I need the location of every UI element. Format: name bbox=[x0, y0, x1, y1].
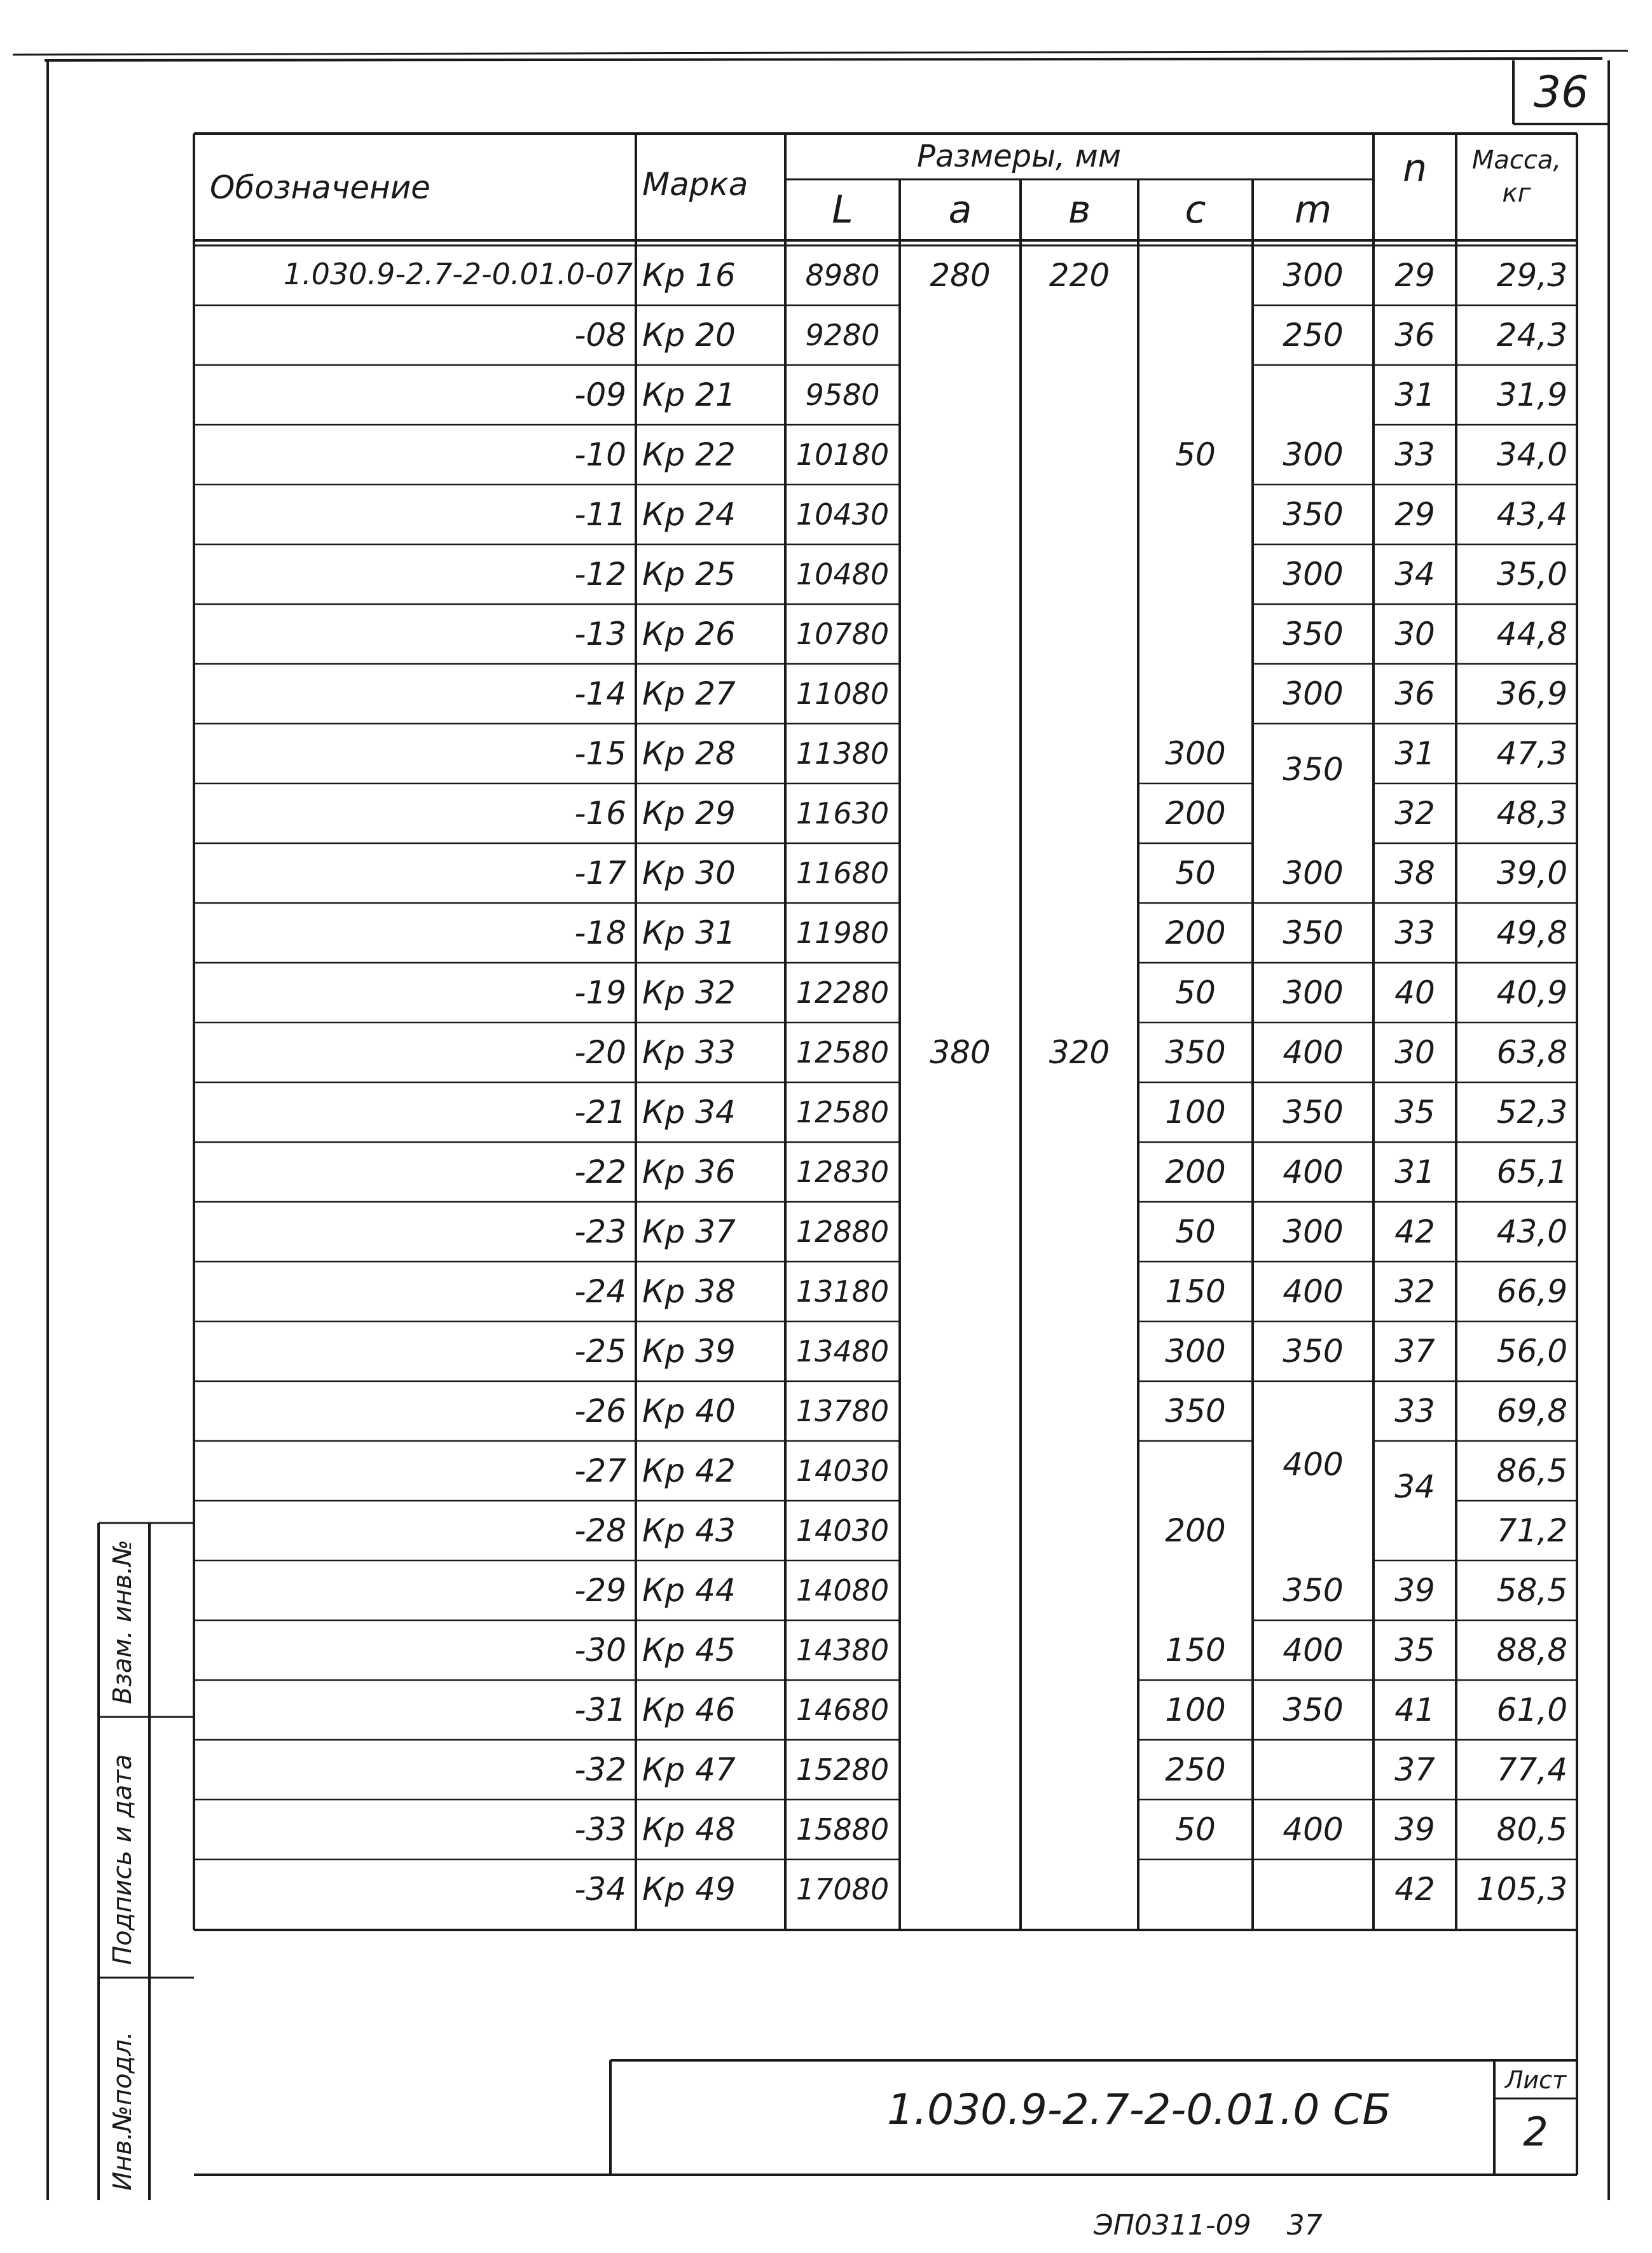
cell-mark: Кр 30 bbox=[642, 855, 736, 892]
cell-mass: 71,2 bbox=[1496, 1512, 1567, 1549]
bottom-stamp: ЭП0311-09 37 bbox=[1094, 2209, 1323, 2242]
cell-n: 33 bbox=[1394, 914, 1435, 951]
cell-designation: -12 bbox=[574, 556, 626, 593]
cell-L: 10780 bbox=[795, 617, 890, 651]
cell-c: 100 bbox=[1165, 1094, 1226, 1131]
cell-m: 300 bbox=[1283, 436, 1344, 473]
cell-mark: Кр 34 bbox=[642, 1094, 736, 1131]
cell-mark: Кр 33 bbox=[642, 1034, 736, 1071]
cell-n: 30 bbox=[1394, 1034, 1435, 1071]
cell-n: 29 bbox=[1394, 257, 1435, 294]
cell-n: 40 bbox=[1394, 974, 1435, 1011]
cell-mass: 66,9 bbox=[1496, 1273, 1567, 1310]
cell-n: 33 bbox=[1394, 1393, 1435, 1430]
cell-designation: -28 bbox=[574, 1512, 626, 1549]
cell-m: 350 bbox=[1283, 496, 1344, 533]
header-a: a bbox=[948, 188, 972, 232]
cell-c: 350 bbox=[1165, 1393, 1226, 1430]
header-designation: Обозначение bbox=[210, 169, 430, 206]
cell-m: 350 bbox=[1283, 914, 1344, 951]
cell-m: 300 bbox=[1283, 675, 1344, 712]
cell-a: 280 bbox=[930, 257, 991, 294]
cell-mass: 29,3 bbox=[1496, 257, 1567, 294]
cell-mass: 77,4 bbox=[1496, 1751, 1567, 1788]
cell-c: 150 bbox=[1165, 1273, 1226, 1310]
cell-m: 300 bbox=[1283, 974, 1344, 1011]
cell-mass: 43,0 bbox=[1496, 1213, 1567, 1250]
cell-mark: Кр 16 bbox=[642, 257, 736, 294]
cell-mark: Кр 46 bbox=[642, 1691, 736, 1728]
cell-designation: -29 bbox=[574, 1572, 626, 1609]
cell-L: 10480 bbox=[795, 557, 890, 591]
cell-designation: -26 bbox=[574, 1393, 626, 1430]
cell-L: 13180 bbox=[795, 1274, 890, 1309]
cell-mass: 34,0 bbox=[1496, 436, 1567, 473]
cell-mark: Кр 25 bbox=[642, 556, 736, 593]
cell-n: 42 bbox=[1394, 1213, 1435, 1250]
cell-mass: 69,8 bbox=[1496, 1393, 1567, 1430]
cell-designation: -08 bbox=[574, 317, 626, 354]
cell-L: 13780 bbox=[795, 1394, 890, 1428]
cell-n: 41 bbox=[1394, 1691, 1435, 1728]
cell-designation: -25 bbox=[574, 1333, 626, 1370]
cell-designation: -32 bbox=[574, 1751, 626, 1788]
cell-mass: 49,8 bbox=[1496, 914, 1567, 951]
cell-mark: Кр 29 bbox=[642, 795, 736, 832]
cell-mark: Кр 31 bbox=[642, 914, 736, 951]
cell-mark: Кр 42 bbox=[642, 1452, 736, 1489]
header-dimensions: Размеры, мм bbox=[917, 139, 1121, 174]
cell-c: 200 bbox=[1165, 1512, 1226, 1549]
cell-m: 400 bbox=[1283, 1034, 1344, 1071]
cell-L: 9580 bbox=[805, 378, 880, 412]
cell-m: 300 bbox=[1283, 855, 1344, 892]
cell-mark: Кр 36 bbox=[642, 1154, 736, 1190]
cell-L: 12280 bbox=[795, 975, 890, 1010]
cell-designation: -34 bbox=[574, 1871, 626, 1908]
cell-c: 50 bbox=[1175, 1811, 1216, 1848]
cell-L: 10430 bbox=[795, 497, 890, 532]
cell-mark: Кр 24 bbox=[642, 496, 736, 533]
cell-n: 29 bbox=[1394, 496, 1435, 533]
cell-designation: -18 bbox=[574, 914, 626, 951]
cell-mark: Кр 22 bbox=[642, 436, 736, 473]
cell-mass: 63,8 bbox=[1496, 1034, 1567, 1071]
header-b: в bbox=[1068, 188, 1091, 232]
cell-c: 50 bbox=[1175, 974, 1216, 1011]
cell-mass: 43,4 bbox=[1496, 496, 1567, 533]
cell-m: 400 bbox=[1283, 1811, 1344, 1848]
cell-designation: -23 bbox=[574, 1213, 626, 1250]
cell-n: 38 bbox=[1394, 855, 1435, 892]
cell-c: 50 bbox=[1175, 855, 1216, 892]
cell-m: 350 bbox=[1283, 1572, 1344, 1609]
cell-m: 400 bbox=[1283, 1632, 1344, 1669]
cell-n: 39 bbox=[1394, 1811, 1435, 1848]
header-c: c bbox=[1185, 188, 1206, 232]
cell-mark: Кр 38 bbox=[642, 1273, 736, 1310]
sheet-label: Лист bbox=[1504, 2066, 1567, 2094]
cell-n: 36 bbox=[1394, 317, 1435, 354]
cell-L: 9280 bbox=[805, 318, 880, 352]
cell-mark: Кр 40 bbox=[642, 1393, 736, 1430]
cell-mass: 35,0 bbox=[1496, 556, 1567, 593]
cell-designation: -24 bbox=[574, 1273, 626, 1310]
cell-c: 200 bbox=[1165, 795, 1226, 832]
cell-designation: -31 bbox=[574, 1691, 626, 1728]
cell-m: 300 bbox=[1283, 556, 1344, 593]
stamp-signature-date: Подпись и дата bbox=[108, 1754, 137, 1965]
cell-c: 50 bbox=[1175, 436, 1216, 473]
cell-designation: -17 bbox=[574, 855, 626, 892]
cell-m: 400 bbox=[1283, 1273, 1344, 1310]
cell-c: 250 bbox=[1165, 1751, 1226, 1788]
cell-m: 350 bbox=[1283, 1094, 1344, 1131]
cell-b: 220 bbox=[1049, 257, 1110, 294]
cell-mark: Кр 28 bbox=[642, 735, 736, 772]
cell-designation: -15 bbox=[574, 735, 626, 772]
cell-n: 39 bbox=[1394, 1572, 1435, 1609]
cell-b: 320 bbox=[1049, 1034, 1110, 1071]
cell-m: 350 bbox=[1283, 751, 1344, 788]
cell-mark: Кр 27 bbox=[642, 675, 736, 712]
header-m: m bbox=[1294, 188, 1332, 232]
cell-n: 30 bbox=[1394, 616, 1435, 652]
cell-mass: 36,9 bbox=[1496, 675, 1567, 712]
cell-mark: Кр 21 bbox=[642, 376, 736, 413]
cell-c: 350 bbox=[1165, 1034, 1226, 1071]
cell-L: 15280 bbox=[795, 1753, 890, 1787]
cell-designation: -27 bbox=[574, 1452, 626, 1489]
cell-mass: 105,3 bbox=[1476, 1871, 1567, 1908]
cell-L: 11080 bbox=[795, 677, 890, 711]
cell-m: 400 bbox=[1283, 1154, 1344, 1190]
cell-n: 35 bbox=[1394, 1094, 1435, 1131]
cell-L: 12580 bbox=[795, 1035, 890, 1070]
cell-L: 11630 bbox=[795, 796, 890, 830]
cell-mark: Кр 20 bbox=[642, 317, 736, 354]
cell-c: 300 bbox=[1165, 735, 1226, 772]
cell-L: 12880 bbox=[795, 1215, 890, 1249]
cell-mass: 47,3 bbox=[1496, 735, 1567, 772]
cell-L: 8980 bbox=[805, 258, 880, 293]
cell-L: 14030 bbox=[795, 1454, 890, 1488]
cell-L: 13480 bbox=[795, 1334, 890, 1368]
cell-mark: Кр 37 bbox=[642, 1213, 736, 1250]
cell-n: 31 bbox=[1394, 735, 1435, 772]
cell-c: 200 bbox=[1165, 914, 1226, 951]
cell-a: 380 bbox=[930, 1034, 991, 1071]
cell-L: 11680 bbox=[795, 856, 890, 890]
cell-m: 400 bbox=[1283, 1446, 1344, 1483]
cell-designation: -30 bbox=[574, 1632, 626, 1669]
cell-m: 300 bbox=[1283, 257, 1344, 294]
cell-designation: -10 bbox=[574, 436, 626, 473]
cell-n: 32 bbox=[1394, 795, 1435, 832]
cell-n: 36 bbox=[1394, 675, 1435, 712]
cell-n: 37 bbox=[1394, 1333, 1435, 1370]
cell-m: 300 bbox=[1283, 1213, 1344, 1250]
cell-n: 31 bbox=[1394, 376, 1435, 413]
cell-n: 31 bbox=[1394, 1154, 1435, 1190]
cell-designation: -19 bbox=[574, 974, 626, 1011]
cell-m: 250 bbox=[1283, 317, 1344, 354]
cell-mass: 58,5 bbox=[1496, 1572, 1567, 1609]
cell-designation: -21 bbox=[574, 1094, 626, 1131]
cell-m: 350 bbox=[1283, 616, 1344, 652]
cell-mark: Кр 49 bbox=[642, 1871, 736, 1908]
cell-mark: Кр 26 bbox=[642, 616, 736, 652]
cell-n: 33 bbox=[1394, 436, 1435, 473]
stamp-replaced-inv: Взам. инв.№ bbox=[108, 1540, 137, 1704]
sheet-number: 2 bbox=[1523, 2109, 1548, 2155]
cell-c: 300 bbox=[1165, 1333, 1226, 1370]
cell-mass: 24,3 bbox=[1496, 317, 1567, 354]
header-mark: Марка bbox=[642, 166, 748, 203]
cell-mass: 61,0 bbox=[1496, 1691, 1567, 1728]
cell-mass: 31,9 bbox=[1496, 376, 1567, 413]
cell-L: 15880 bbox=[795, 1812, 890, 1847]
cell-designation: 1.030.9-2.7-2-0.01.0-07 bbox=[283, 257, 633, 291]
cell-L: 14080 bbox=[795, 1573, 890, 1608]
cell-L: 14680 bbox=[795, 1693, 890, 1727]
cell-designation: -09 bbox=[574, 376, 626, 413]
cell-designation: -16 bbox=[574, 795, 626, 832]
header-mass: Масса, кг bbox=[1471, 146, 1562, 208]
stamp-inv-no-original: Инв.№подл. bbox=[108, 2031, 137, 2191]
cell-mark: Кр 47 bbox=[642, 1751, 736, 1788]
cell-mass: 88,8 bbox=[1496, 1632, 1567, 1669]
cell-designation: -22 bbox=[574, 1154, 626, 1190]
cell-mass: 65,1 bbox=[1496, 1154, 1567, 1190]
cell-L: 10180 bbox=[795, 438, 890, 472]
cell-L: 17080 bbox=[795, 1872, 890, 1906]
cell-mass: 80,5 bbox=[1496, 1811, 1567, 1848]
cell-n: 35 bbox=[1394, 1632, 1435, 1669]
cell-mark: Кр 39 bbox=[642, 1333, 736, 1370]
cell-c: 150 bbox=[1165, 1632, 1226, 1669]
cell-mass: 52,3 bbox=[1496, 1094, 1567, 1131]
cell-mass: 39,0 bbox=[1496, 855, 1567, 892]
cell-L: 11380 bbox=[795, 736, 890, 771]
cell-n: 37 bbox=[1394, 1751, 1435, 1788]
cell-L: 14030 bbox=[795, 1513, 890, 1548]
header-L: L bbox=[832, 188, 853, 232]
cell-n: 34 bbox=[1394, 1468, 1435, 1505]
cell-mark: Кр 43 bbox=[642, 1512, 736, 1549]
cell-L: 14380 bbox=[795, 1633, 890, 1667]
cell-m: 350 bbox=[1283, 1333, 1344, 1370]
cell-mark: Кр 44 bbox=[642, 1572, 736, 1609]
header-n: n bbox=[1402, 146, 1428, 191]
cell-mark: Кр 32 bbox=[642, 974, 736, 1011]
cell-n: 32 bbox=[1394, 1273, 1435, 1310]
cell-mass: 44,8 bbox=[1496, 616, 1567, 652]
cell-n: 42 bbox=[1394, 1871, 1435, 1908]
cell-mark: Кр 48 bbox=[642, 1811, 736, 1848]
cell-n: 34 bbox=[1394, 556, 1435, 593]
cell-mass: 56,0 bbox=[1496, 1333, 1567, 1370]
cell-L: 11980 bbox=[795, 916, 890, 950]
cell-designation: -13 bbox=[574, 616, 626, 652]
cell-mass: 40,9 bbox=[1496, 974, 1567, 1011]
cell-c: 200 bbox=[1165, 1154, 1226, 1190]
cell-mark: Кр 45 bbox=[642, 1632, 736, 1669]
cell-c: 100 bbox=[1165, 1691, 1226, 1728]
cell-designation: -20 bbox=[574, 1034, 626, 1071]
cell-m: 350 bbox=[1283, 1691, 1344, 1728]
cell-mass: 48,3 bbox=[1496, 795, 1567, 832]
cell-mass: 86,5 bbox=[1496, 1452, 1567, 1489]
cell-designation: -33 bbox=[574, 1811, 626, 1848]
cell-designation: -11 bbox=[574, 496, 626, 533]
doc-code: 1.030.9-2.7-2-0.01.0 СБ bbox=[887, 2085, 1391, 2134]
cell-L: 12580 bbox=[795, 1095, 890, 1129]
page-number: 36 bbox=[1533, 67, 1589, 118]
cell-c: 50 bbox=[1175, 1213, 1216, 1250]
cell-designation: -14 bbox=[574, 675, 626, 712]
cell-L: 12830 bbox=[795, 1155, 890, 1189]
